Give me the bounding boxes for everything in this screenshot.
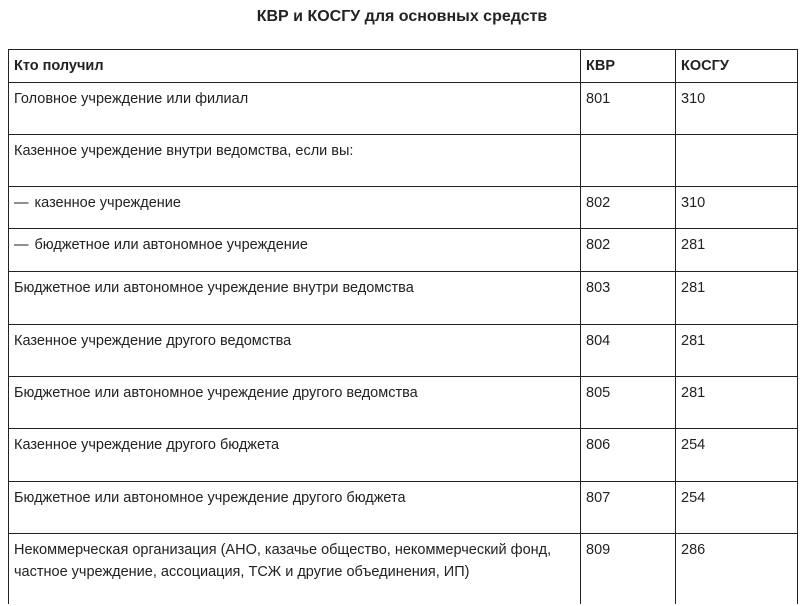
- cell-who: Некоммерческая организация (АНО, казачье общество, некоммерческий фонд, частное учреждение, ассоциация, ТСЖ и другие объединения, ИП): [9, 534, 581, 604]
- cell-kosgu: 286: [676, 534, 798, 604]
- table-row: [9, 272, 798, 325]
- header-kosgu: КОСГУ: [676, 50, 798, 83]
- table-row: [9, 377, 798, 429]
- cell-who: Бюджетное или автономное учреждение другого ведомства: [9, 377, 581, 429]
- table-row: [9, 325, 798, 377]
- cell-who: Казенное учреждение другого бюджета: [9, 429, 581, 482]
- header-kvr: КВР: [581, 50, 676, 83]
- cell-who-text: казенное учреждение: [34, 195, 181, 211]
- cell-who: [9, 229, 581, 272]
- table-header-row: [9, 50, 798, 83]
- cell-kvr: 804: [581, 325, 676, 377]
- cell-kosgu: 281: [676, 377, 798, 429]
- page-title: КВР и КОСГУ для основных средств: [256, 8, 548, 25]
- table-row: [9, 534, 798, 604]
- cell-kosgu: 310: [676, 83, 798, 135]
- table-row: [9, 83, 798, 135]
- cell-kvr: 807: [581, 482, 676, 534]
- cell-who: Бюджетное или автономное учреждение внутри ведомства: [9, 272, 581, 325]
- cell-kvr: 806: [581, 429, 676, 482]
- kvr-kosgu-table: [8, 49, 798, 604]
- cell-kvr: 809: [581, 534, 676, 604]
- dash-marker: —: [14, 237, 29, 253]
- cell-kvr: 805: [581, 377, 676, 429]
- table-row: [9, 482, 798, 534]
- dash-marker: —: [14, 195, 29, 211]
- cell-kosgu: 310: [676, 187, 798, 229]
- table-row: [9, 229, 798, 272]
- cell-who: Головное учреждение или филиал: [9, 83, 581, 135]
- cell-kosgu: 281: [676, 325, 798, 377]
- cell-who-text: бюджетное или автономное учреждение: [34, 237, 308, 253]
- table-row: [9, 429, 798, 482]
- cell-kvr: [581, 135, 676, 187]
- cell-who: [9, 187, 581, 229]
- cell-who: Казенное учреждение другого ведомства: [9, 325, 581, 377]
- cell-who: Казенное учреждение внутри ведомства, если вы:: [9, 135, 581, 187]
- cell-kosgu: 281: [676, 272, 798, 325]
- cell-kosgu: 281: [676, 229, 798, 272]
- cell-kosgu: 254: [676, 429, 798, 482]
- cell-kvr: 801: [581, 83, 676, 135]
- cell-kosgu: 254: [676, 482, 798, 534]
- cell-kvr: 802: [581, 187, 676, 229]
- cell-kvr: 803: [581, 272, 676, 325]
- cell-who: Бюджетное или автономное учреждение другого бюджета: [9, 482, 581, 534]
- cell-kosgu: [676, 135, 798, 187]
- cell-kvr: 802: [581, 229, 676, 272]
- table-row: [9, 187, 798, 229]
- table-row: [9, 135, 798, 187]
- header-who: Кто получил: [9, 50, 581, 83]
